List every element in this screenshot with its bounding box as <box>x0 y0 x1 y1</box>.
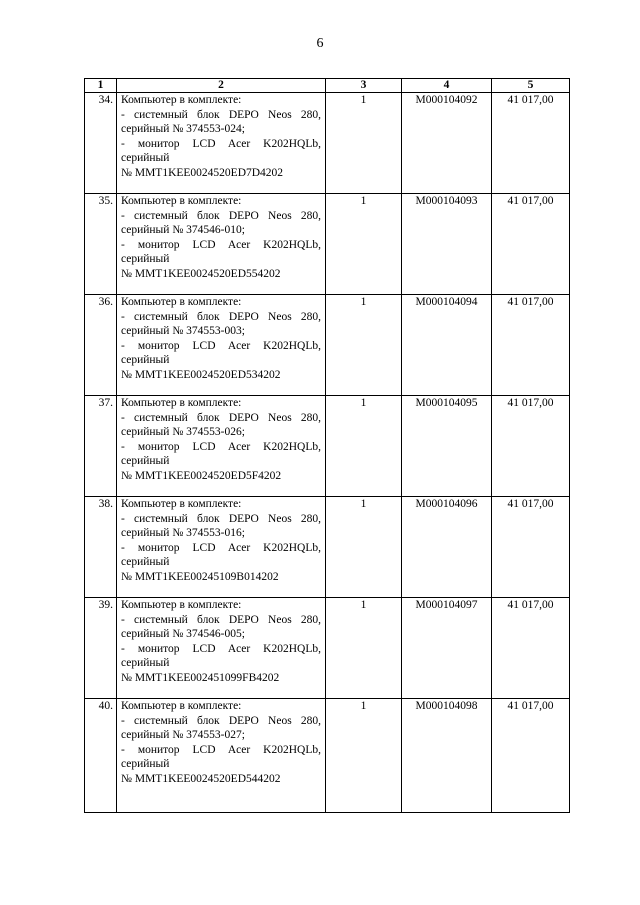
desc-line-3: серийный № 374553-024; <box>121 123 245 135</box>
desc-line-6: № MMT1KEE0024520ED5F4202 <box>121 469 282 482</box>
table-row <box>85 93 570 194</box>
inventory-code-cell: M000104092 <box>402 93 492 194</box>
col-header-2: 2 <box>117 79 326 93</box>
desc-line-6: № MMT1KEE0024520ED7D4202 <box>121 166 284 179</box>
col-header-5: 5 <box>492 79 570 93</box>
desc-line-1: Компьютер в комплекте: <box>121 296 242 308</box>
price-cell: 41 017,00 <box>492 598 570 699</box>
desc-line-3: серийный № 374553-027; <box>121 729 245 741</box>
desc-line-6: № MMT1KEE0024520ED544202 <box>121 772 281 785</box>
desc-line-1: Компьютер в комплекте: <box>121 397 242 409</box>
table-row <box>85 396 570 497</box>
desc-line-4: - монитор LCD Acer K202HQLb, <box>121 541 321 554</box>
desc-line-3: серийный № 374553-003; <box>121 325 245 337</box>
desc-line-3: серийный № 374546-010; <box>121 224 245 236</box>
quantity-cell: 1 <box>326 194 402 295</box>
quantity-cell: 1 <box>326 699 402 813</box>
desc-line-6: № MMT1KEE0024520ED554202 <box>121 267 281 280</box>
table-row <box>85 194 570 295</box>
desc-line-4: - монитор LCD Acer K202HQLb, <box>121 743 321 756</box>
table-header-row <box>85 79 570 93</box>
col-header-1: 1 <box>85 79 117 93</box>
inventory-code-cell: M000104098 <box>402 699 492 813</box>
desc-line-3: серийный № 374553-016; <box>121 527 245 539</box>
desc-line-4: - монитор LCD Acer K202HQLb, <box>121 440 321 453</box>
item-description <box>117 699 326 813</box>
desc-line-1: Компьютер в комплекте: <box>121 599 242 611</box>
item-description <box>117 93 326 194</box>
desc-line-5: серийный <box>121 354 170 366</box>
desc-line-2: - системный блок DEPO Neos 280, <box>121 613 321 626</box>
desc-line-2: - системный блок DEPO Neos 280, <box>121 512 321 525</box>
desc-line-6: № MMT1KEE002451099FB4202 <box>121 671 280 684</box>
row-number: 34. <box>85 93 117 194</box>
table-row <box>85 497 570 598</box>
desc-line-2: - системный блок DEPO Neos 280, <box>121 310 321 323</box>
item-description <box>117 598 326 699</box>
table-row <box>85 598 570 699</box>
price-cell: 41 017,00 <box>492 396 570 497</box>
desc-line-5: серийный <box>121 253 170 265</box>
quantity-cell: 1 <box>326 497 402 598</box>
quantity-cell: 1 <box>326 295 402 396</box>
desc-line-1: Компьютер в комплекте: <box>121 700 242 712</box>
desc-line-2: - системный блок DEPO Neos 280, <box>121 411 321 424</box>
table-body <box>85 93 570 813</box>
desc-line-3: серийный № 374546-005; <box>121 628 245 640</box>
price-cell: 41 017,00 <box>492 497 570 598</box>
inventory-code-cell: M000104097 <box>402 598 492 699</box>
inventory-code-cell: M000104096 <box>402 497 492 598</box>
desc-line-1: Компьютер в комплекте: <box>121 195 242 207</box>
desc-line-2: - системный блок DEPO Neos 280, <box>121 108 321 121</box>
inventory-code-cell: M000104095 <box>402 396 492 497</box>
desc-line-2: - системный блок DEPO Neos 280, <box>121 714 321 727</box>
inventory-code-cell: M000104093 <box>402 194 492 295</box>
desc-line-3: серийный № 374553-026; <box>121 426 245 438</box>
quantity-cell: 1 <box>326 93 402 194</box>
inventory-table <box>84 78 570 813</box>
price-cell: 41 017,00 <box>492 699 570 813</box>
desc-line-5: серийный <box>121 556 170 568</box>
price-cell: 41 017,00 <box>492 194 570 295</box>
row-number: 38. <box>85 497 117 598</box>
row-number: 37. <box>85 396 117 497</box>
item-description <box>117 295 326 396</box>
desc-line-4: - монитор LCD Acer K202HQLb, <box>121 339 321 352</box>
table-row <box>85 295 570 396</box>
desc-line-5: серийный <box>121 657 170 669</box>
item-description <box>117 194 326 295</box>
page-number: 6 <box>316 36 324 51</box>
desc-line-2: - системный блок DEPO Neos 280, <box>121 209 321 222</box>
desc-line-4: - монитор LCD Acer K202HQLb, <box>121 642 321 655</box>
desc-line-5: серийный <box>121 455 170 467</box>
row-number: 35. <box>85 194 117 295</box>
col-header-3: 3 <box>326 79 402 93</box>
col-header-4: 4 <box>402 79 492 93</box>
price-cell: 41 017,00 <box>492 93 570 194</box>
quantity-cell: 1 <box>326 598 402 699</box>
desc-line-1: Компьютер в комплекте: <box>121 498 242 510</box>
desc-line-4: - монитор LCD Acer K202HQLb, <box>121 238 321 251</box>
desc-line-5: серийный <box>121 152 170 164</box>
table-row <box>85 699 570 813</box>
row-number: 39. <box>85 598 117 699</box>
desc-line-6: № MMT1KEE0024520ED534202 <box>121 368 281 381</box>
desc-line-6: № MMT1KEE00245109B014202 <box>121 570 279 583</box>
desc-line-5: серийный <box>121 758 170 770</box>
item-description <box>117 497 326 598</box>
price-cell: 41 017,00 <box>492 295 570 396</box>
row-number: 40. <box>85 699 117 813</box>
desc-line-1: Компьютер в комплекте: <box>121 94 242 106</box>
inventory-code-cell: M000104094 <box>402 295 492 396</box>
desc-line-4: - монитор LCD Acer K202HQLb, <box>121 137 321 150</box>
item-description <box>117 396 326 497</box>
row-number: 36. <box>85 295 117 396</box>
quantity-cell: 1 <box>326 396 402 497</box>
